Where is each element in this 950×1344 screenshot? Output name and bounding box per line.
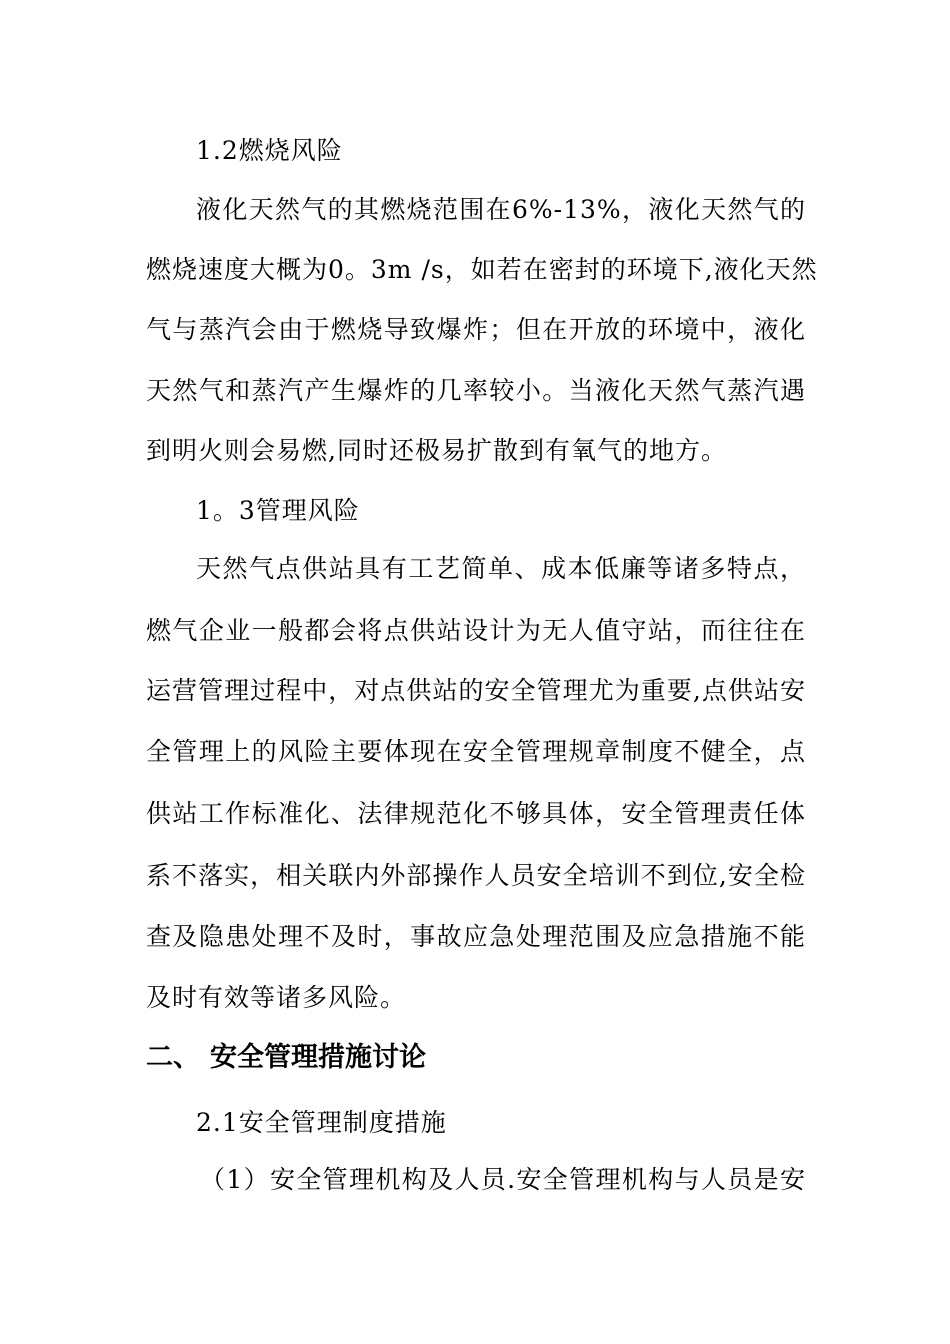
section-title-1-3: 1。3管理风险 <box>196 496 360 525</box>
chapter-heading <box>146 1041 426 1075</box>
paragraph-line: 天然气和蒸汽产生爆炸的几率较小。当液化天然气蒸汽遇 <box>146 376 806 405</box>
chapter-number: 二、 <box>146 1042 200 1073</box>
paragraph-line: 液化天然气的其燃烧范围在6%-13%，液化天然气的 <box>196 195 806 224</box>
chapter-title: 安全管理措施讨论 <box>210 1042 426 1073</box>
paragraph-line: 供站工作标准化、法律规范化不够具体，安全管理责任体 <box>146 799 806 828</box>
paragraph-line: 燃烧速度大概为0。3m /s，如若在密封的环境下,液化天然 <box>146 255 818 284</box>
paragraph-line: 气与蒸汽会由于燃烧导致爆炸；但在开放的环境中，液化 <box>146 315 806 344</box>
paragraph-line: 全管理上的风险主要体现在安全管理规章制度不健全，点 <box>146 737 806 766</box>
paragraph-line: 及时有效等诸多风险。 <box>146 983 407 1012</box>
paragraph-line: 到明火则会易燃,同时还极易扩散到有氧气的地方。 <box>146 436 727 465</box>
paragraph-line: 运营管理过程中，对点供站的安全管理尤为重要,点供站安 <box>146 676 806 705</box>
paragraph-line: （1）安全管理机构及人员.安全管理机构与人员是安 <box>200 1165 806 1194</box>
section-title-1-2: 1.2燃烧风险 <box>196 136 343 165</box>
paragraph-line: 查及隐患处理不及时，事故应急处理范围及应急措施不能 <box>146 922 806 951</box>
section-title-2-1: 2.1安全管理制度措施 <box>196 1108 447 1137</box>
paragraph-line: 系不落实，相关联内外部操作人员安全培训不到位,安全检 <box>146 861 806 890</box>
paragraph-line: 天然气点供站具有工艺简单、成本低廉等诸多特点， <box>196 554 806 583</box>
paragraph-line: 燃气企业一般都会将点供站设计为无人值守站，而往往在 <box>146 616 806 645</box>
